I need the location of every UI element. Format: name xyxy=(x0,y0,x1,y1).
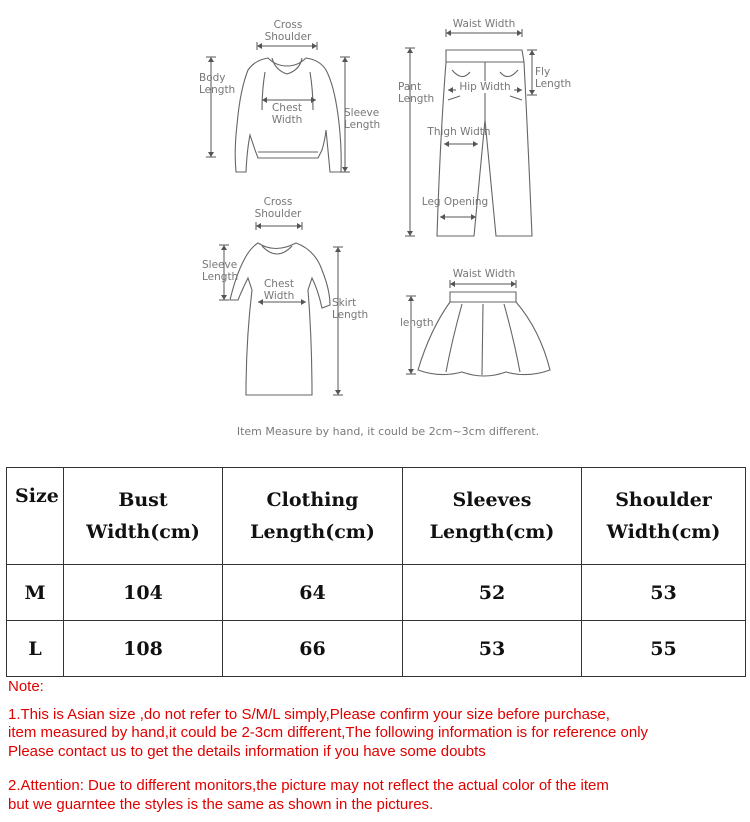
dress-cross-shoulder-label: Cross Shoulder xyxy=(254,196,302,220)
dress-chest-width-label: Chest Width xyxy=(263,278,295,302)
chest-width-label: Chest Width xyxy=(271,102,303,126)
waist-width-label: Waist Width xyxy=(452,18,516,30)
sleeve-length-label: Sleeve Length xyxy=(344,107,381,131)
skirt-length-label: Skirt Length xyxy=(332,297,369,321)
skirt-waist-width-label: Waist Width xyxy=(452,268,516,280)
notes-title: Note: xyxy=(8,678,44,695)
cell-shoulder-width: 53 xyxy=(582,565,746,621)
table-header-row xyxy=(7,468,746,565)
hip-width-label: Hip Width xyxy=(456,81,514,93)
dress-sketch-icon xyxy=(230,243,330,395)
table-row xyxy=(7,565,746,621)
cross-shoulder-label: Cross Shoulder xyxy=(264,19,312,43)
cell-bust: 108 xyxy=(64,621,223,677)
pant-length-label: Pant Length xyxy=(398,81,435,105)
header-bust-width: Bust Width(cm) xyxy=(64,468,223,565)
note-1-line-1: 1.This is Asian size ,do not refer to S/M/L simply,Please confirm your size before purchase, xyxy=(8,705,610,723)
fly-length-label: Fly Length xyxy=(535,66,572,90)
notes-section xyxy=(8,678,748,814)
note-1-line-3: Please contact us to get the details information if you have some doubts xyxy=(8,742,486,760)
note-1-line-2: item measured by hand,it could be 2-3cm different,The following information is for reference only xyxy=(8,724,649,741)
measure-caption: Item Measure by hand, it could be 2cm~3cm different. xyxy=(236,425,540,438)
size-table xyxy=(6,467,746,677)
leg-opening-label: Leg Opening xyxy=(421,196,489,208)
cell-shoulder-width: 55 xyxy=(582,621,746,677)
cell-sleeves-length: 53 xyxy=(403,621,582,677)
header-shoulder-width: Shoulder Width(cm) xyxy=(582,468,746,565)
cell-clothing-length: 66 xyxy=(223,621,403,677)
pants-sketch-icon xyxy=(437,50,532,236)
header-sleeves-length: Sleeves Length(cm) xyxy=(403,468,582,565)
dress-sleeve-length-label: Sleeve Length xyxy=(202,259,239,283)
cell-bust: 104 xyxy=(64,565,223,621)
header-size: Size xyxy=(7,468,64,565)
note-2-line-1: 2.Attention: Due to different monitors,the picture may not reflect the actual color of the item xyxy=(8,777,609,794)
cell-size: M xyxy=(7,565,64,621)
cell-size: L xyxy=(7,621,64,677)
cell-clothing-length: 64 xyxy=(223,565,403,621)
thigh-width-label: Thigh Width xyxy=(427,126,491,138)
cell-sleeves-length: 52 xyxy=(403,565,582,621)
table-row xyxy=(7,621,746,677)
skirt-length-label-2: length xyxy=(400,317,434,329)
body-length-label: Body Length xyxy=(199,72,236,96)
note-2-line-2: but we guarntee the styles is the same as shown in the pictures. xyxy=(8,795,434,813)
skirt-sketch-icon xyxy=(418,292,550,376)
header-clothing-length: Clothing Length(cm) xyxy=(223,468,403,565)
